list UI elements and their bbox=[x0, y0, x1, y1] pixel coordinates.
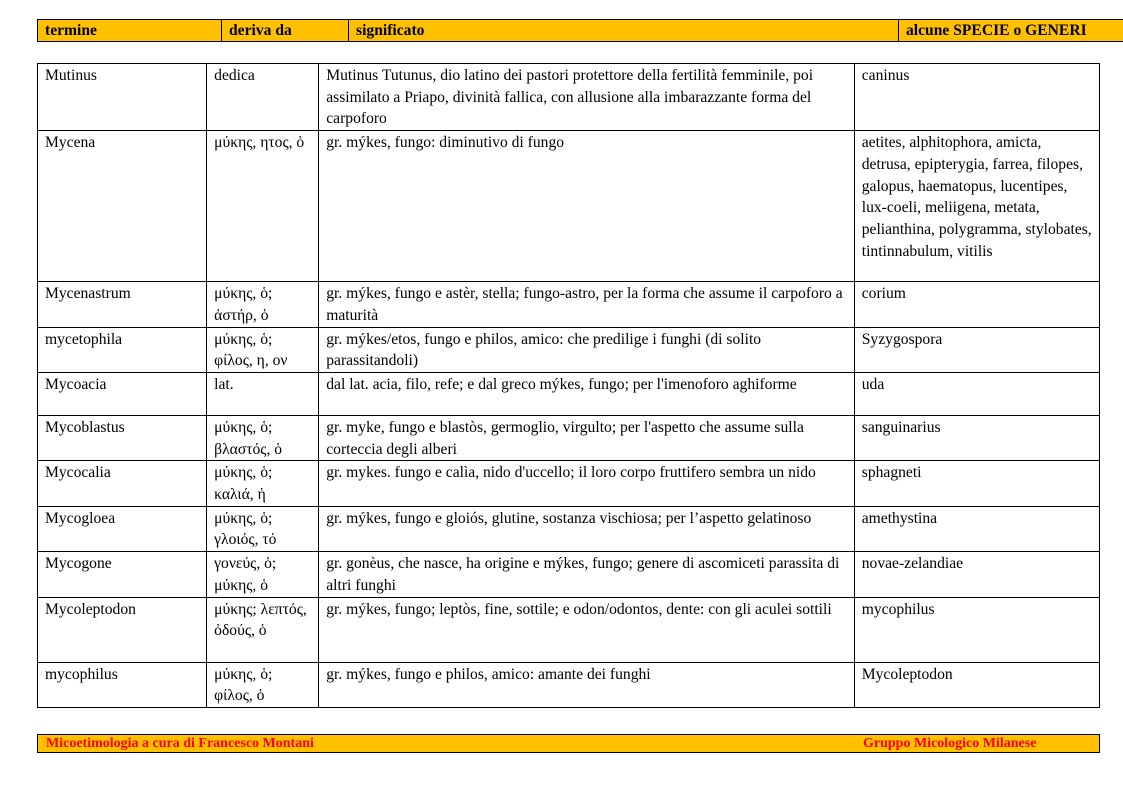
cell-specie: mycophilus bbox=[854, 597, 1099, 662]
cell-specie: amethystina bbox=[854, 506, 1099, 551]
cell-specie: sanguinarius bbox=[854, 415, 1099, 460]
footer-author: Micoetimologia a cura di Francesco Montani bbox=[46, 736, 314, 751]
cell-termine: Mycogloea bbox=[38, 506, 207, 551]
cell-deriva-da: μύκης; λεπτός, ὀδούς, ὁ bbox=[207, 597, 319, 662]
cell-specie: Mycoleptodon bbox=[854, 662, 1099, 707]
table-row bbox=[38, 131, 1100, 282]
cell-specie: uda bbox=[854, 372, 1099, 415]
footer-bar bbox=[37, 734, 1100, 753]
table-row bbox=[38, 282, 1100, 327]
cell-significato: gr. mýkes, fungo: diminutivo di fungo bbox=[319, 131, 855, 282]
cell-specie: novae-zelandiae bbox=[854, 552, 1099, 597]
cell-deriva-da: γονεύς, ὁ; μύκης, ὁ bbox=[207, 552, 319, 597]
etymology-table bbox=[37, 63, 1100, 708]
cell-deriva-da: μύκης, ὁ; φίλος, ὁ bbox=[207, 662, 319, 707]
cell-deriva-da: μύκης, ὁ; βλαστός, ὁ bbox=[207, 415, 319, 460]
cell-significato: gr. mýkes, fungo; leptòs, fine, sottile; e odon/odontos, dente: con gli aculei sottili bbox=[319, 597, 855, 662]
table-row bbox=[38, 461, 1100, 506]
header-significato: significato bbox=[349, 20, 899, 42]
header-table bbox=[37, 19, 1123, 42]
cell-termine: Mycenastrum bbox=[38, 282, 207, 327]
cell-specie: Syzygospora bbox=[854, 327, 1099, 372]
table-row bbox=[38, 597, 1100, 662]
header-specie: alcune SPECIE o GENERI bbox=[899, 20, 1123, 42]
table-row bbox=[38, 506, 1100, 551]
cell-termine: Mycogone bbox=[38, 552, 207, 597]
cell-specie: corium bbox=[854, 282, 1099, 327]
cell-significato: gr. mýkes/etos, fungo e philos, amico: che predilige i funghi (di solito parassitandoli) bbox=[319, 327, 855, 372]
table-row bbox=[38, 552, 1100, 597]
cell-deriva-da: μύκης, ὁ; καλιά, ἡ bbox=[207, 461, 319, 506]
cell-termine: Mycocalia bbox=[38, 461, 207, 506]
table-row bbox=[38, 415, 1100, 460]
cell-significato: Mutinus Tutunus, dio latino dei pastori protettore della fertilità femminile, poi assimilato a Priapo, divinità fallica, con allusione alla imbarazzante forma del carpoforo bbox=[319, 64, 855, 131]
cell-termine: Mycoacia bbox=[38, 372, 207, 415]
cell-deriva-da: lat. bbox=[207, 372, 319, 415]
cell-specie: aetites, alphitophora, amicta, detrusa, epipterygia, farrea, filopes, galopus, haematopus, lucentipes, lux-coeli, meliigena, metata, pelianthina, polygramma, stylobates, tintinnabulum, vitilis bbox=[854, 131, 1099, 282]
table-row bbox=[38, 372, 1100, 415]
table-row bbox=[38, 64, 1100, 131]
cell-specie: sphagneti bbox=[854, 461, 1099, 506]
cell-deriva-da: μύκης, ὁ; ἀστήρ, ὁ bbox=[207, 282, 319, 327]
table-row bbox=[38, 327, 1100, 372]
cell-deriva-da: dedica bbox=[207, 64, 319, 131]
cell-significato: gr. mýkes, fungo e philos, amico: amante dei funghi bbox=[319, 662, 855, 707]
header-row bbox=[38, 20, 1123, 42]
cell-significato: gr. gonèus, che nasce, ha origine e mýkes, fungo; genere di ascomiceti parassita di altri funghi bbox=[319, 552, 855, 597]
cell-termine: Mycoblastus bbox=[38, 415, 207, 460]
cell-deriva-da: μύκης, ὁ; φίλος, η, ον bbox=[207, 327, 319, 372]
cell-deriva-da: μύκης, ὁ; γλοιός, τό bbox=[207, 506, 319, 551]
cell-significato: gr. mýkes, fungo e gloiós, glutine, sostanza vischiosa; per l’aspetto gelatinoso bbox=[319, 506, 855, 551]
table-row bbox=[38, 662, 1100, 707]
cell-termine: mycetophila bbox=[38, 327, 207, 372]
cell-significato: gr. myke, fungo e blastòs, germoglio, virgulto; per l'aspetto che assume sulla corteccia degli alberi bbox=[319, 415, 855, 460]
cell-deriva-da: μύκης, ητος, ὁ bbox=[207, 131, 319, 282]
footer-group: Gruppo Micologico Milanese bbox=[863, 736, 1037, 751]
header-termine: termine bbox=[38, 20, 222, 42]
cell-termine: Mycena bbox=[38, 131, 207, 282]
header-deriva-da: deriva da bbox=[222, 20, 349, 42]
cell-specie: caninus bbox=[854, 64, 1099, 131]
cell-termine: mycophilus bbox=[38, 662, 207, 707]
cell-termine: Mutinus bbox=[38, 64, 207, 131]
cell-significato: gr. mykes. fungo e calìa, nido d'uccello; il loro corpo fruttifero sembra un nido bbox=[319, 461, 855, 506]
cell-significato: dal lat. acia, filo, refe; e dal greco mýkes, fungo; per l'imenoforo aghiforme bbox=[319, 372, 855, 415]
cell-significato: gr. mýkes, fungo e astèr, stella; fungo-astro, per la forma che assume il carpoforo a maturità bbox=[319, 282, 855, 327]
cell-termine: Mycoleptodon bbox=[38, 597, 207, 662]
